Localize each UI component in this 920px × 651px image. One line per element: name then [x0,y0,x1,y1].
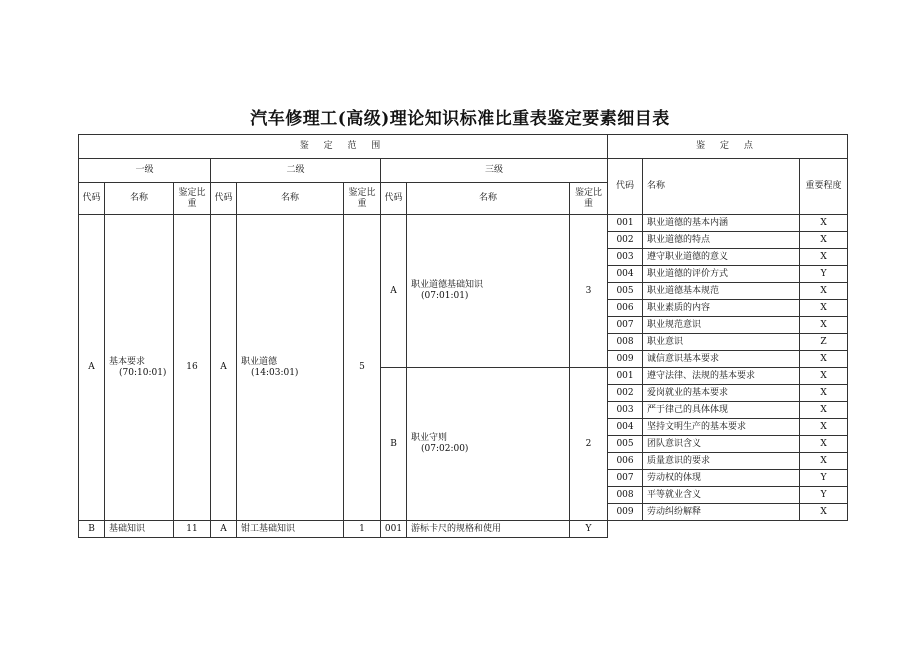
l3-code: A [381,215,407,368]
point-name: 游标卡尺的规格和使用 [407,521,570,538]
point-importance: X [800,249,848,266]
point-code: 003 [608,402,643,419]
point-code: 001 [608,215,643,232]
point-importance: X [800,317,848,334]
l2-code: A [211,215,237,521]
table-row [79,215,848,232]
point-name: 劳动纠纷解释 [643,504,800,521]
table-row [79,521,848,538]
point-code: 002 [608,385,643,402]
l2-name-header: 名称 [237,183,344,215]
point-importance: X [800,504,848,521]
point-importance: X [800,283,848,300]
l1-name: 基本要求 [109,356,146,367]
l3-name: 职业守则 [411,433,448,443]
point-code: 006 [608,453,643,470]
point-importance: X [800,368,848,385]
l2-name: 职业道德 [241,356,278,367]
l1-ratio: 16 [174,215,211,521]
l1-ratio-header: 鉴定比重 [174,183,211,215]
point-importance: X [800,232,848,249]
l3-code-header: 代码 [381,183,407,215]
point-code: 009 [608,504,643,521]
point-name: 严于律己的具体体现 [643,402,800,419]
l1-name-cell [105,215,174,521]
point-name: 平等就业含义 [643,487,800,504]
point-importance: X [800,300,848,317]
l2-ratio-header: 鉴定比重 [344,183,381,215]
point-importance: X [800,351,848,368]
l3-sub: (07:02:00) [421,444,469,454]
point-importance: Y [800,266,848,283]
point-code: 001 [381,521,407,538]
point-name: 职业素质的内容 [643,300,800,317]
point-name: 爱岗就业的基本要求 [643,385,800,402]
point-importance: X [800,402,848,419]
l3-ratio: 1 [344,521,381,538]
l3-ratio: 2 [570,368,608,521]
l3-name: 职业道德基础知识 [411,280,484,290]
l1-code: A [79,215,105,521]
l2-ratio: 5 [344,215,381,521]
point-importance: X [800,453,848,470]
point-code: 001 [608,368,643,385]
point-code: 008 [608,334,643,351]
l3-code: A [211,521,237,538]
point-name: 职业道德基本规范 [643,283,800,300]
point-code: 005 [608,283,643,300]
point-name: 遵守职业道德的意义 [643,249,800,266]
point-code: 005 [608,436,643,453]
point-code: 009 [608,351,643,368]
scope-header: 鉴 定 范 围 [79,135,608,159]
l3-code: B [381,368,407,521]
point-name: 诚信意识基本要求 [643,351,800,368]
point-importance: Y [570,521,608,538]
point-code: 002 [608,232,643,249]
point-code: 004 [608,266,643,283]
point-name: 团队意识含义 [643,436,800,453]
point-code: 007 [608,317,643,334]
l2-sub: (14:03:01) [251,367,299,378]
point-code: 008 [608,487,643,504]
points-name-header: 名称 [643,159,800,215]
l1-name-header: 名称 [105,183,174,215]
level1-header: 一级 [79,159,211,183]
point-name: 劳动权的体现 [643,470,800,487]
point-importance: X [800,385,848,402]
l3-sub: (07:01:01) [421,291,469,301]
criteria-table [78,134,848,538]
page-title: 汽车修理工(高级)理论知识标准比重表鉴定要素细目表 [250,109,670,129]
level2-header: 二级 [211,159,381,183]
l2-name-cell [237,215,344,521]
point-importance: Y [800,470,848,487]
points-header: 鉴 定 点 [608,135,848,159]
point-name: 坚持文明生产的基本要求 [643,419,800,436]
l3-name-header: 名称 [407,183,570,215]
l3-ratio: 3 [570,215,608,368]
point-name: 职业道德的特点 [643,232,800,249]
point-importance: Y [800,487,848,504]
point-importance: X [800,215,848,232]
l2-name: 基础知识 [105,521,174,538]
point-importance: X [800,436,848,453]
l2-code-header: 代码 [211,183,237,215]
point-code: 004 [608,419,643,436]
points-code-header: 代码 [608,159,643,215]
point-name: 职业意识 [643,334,800,351]
l1-sub: (70:10:01) [119,367,167,378]
importance-header: 重要程度 [800,159,848,215]
point-name: 职业规范意识 [643,317,800,334]
point-code: 007 [608,470,643,487]
point-code: 003 [608,249,643,266]
l2-code: B [79,521,105,538]
point-name: 职业道德的基本内涵 [643,215,800,232]
l3-ratio-header: 鉴定比重 [570,183,608,215]
point-name: 职业道德的评价方式 [643,266,800,283]
l3-name-cell [407,368,570,521]
l3-name-cell [407,215,570,368]
l1-code-header: 代码 [79,183,105,215]
l3-name: 钳工基础知识 [237,521,344,538]
point-name: 遵守法律、法规的基本要求 [643,368,800,385]
point-code: 006 [608,300,643,317]
l2-ratio: 11 [174,521,211,538]
point-importance: Z [800,334,848,351]
point-importance: X [800,419,848,436]
point-name: 质量意识的要求 [643,453,800,470]
level3-header: 三级 [381,159,608,183]
